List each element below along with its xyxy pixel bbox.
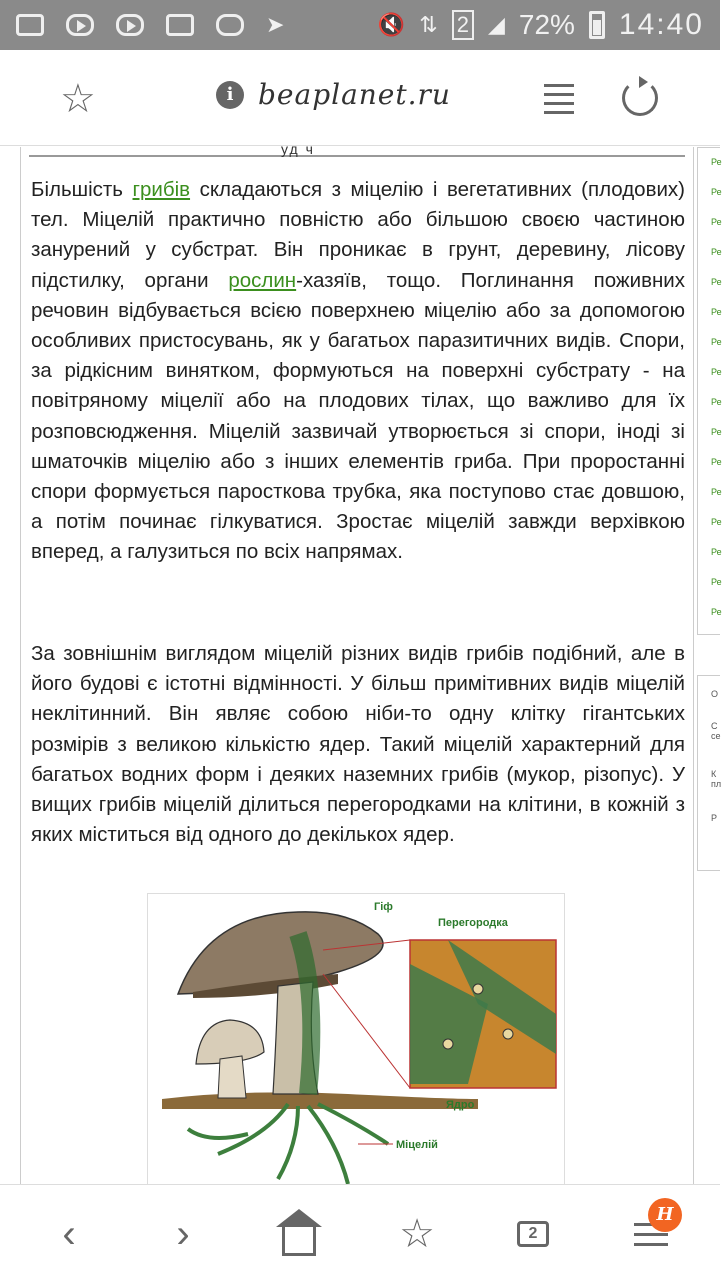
battery-icon <box>589 11 605 39</box>
sidebar-link[interactable]: Ре <box>711 187 722 197</box>
heading-fragment: уд ч <box>281 141 315 157</box>
bottom-navigation <box>0 1184 720 1280</box>
bookmark-star-icon[interactable]: ☆ <box>60 77 96 121</box>
tabs-button[interactable] <box>506 1207 560 1261</box>
wifi-icon <box>216 14 244 36</box>
tabs-icon: 2 <box>517 1221 549 1247</box>
sidebar-text[interactable]: С се <box>711 721 721 741</box>
sidebar-link[interactable]: Ре <box>711 487 722 497</box>
sim-indicator: 2 <box>452 10 474 40</box>
info-icon[interactable]: i <box>216 81 244 109</box>
link-fungi[interactable]: грибів <box>132 178 191 201</box>
telegram-icon: ➤ <box>266 12 285 37</box>
right-sidebar <box>697 147 720 1184</box>
mail-icon <box>16 14 44 36</box>
sidebar-text[interactable]: Р <box>711 813 718 823</box>
back-arrow-icon[interactable]: ‹ <box>62 1211 76 1256</box>
url-box[interactable] <box>216 78 451 111</box>
sidebar-link[interactable]: Ре <box>711 247 722 257</box>
sidebar-link[interactable]: Ре <box>711 607 722 617</box>
signal-icon: ◢ <box>487 12 505 37</box>
clock: 14:40 <box>618 8 704 41</box>
home-button[interactable] <box>272 1207 326 1261</box>
gallery-icon <box>166 14 194 36</box>
web-content[interactable] <box>0 141 722 1184</box>
notification-icons <box>16 12 284 38</box>
data-arrows-icon: ⇅ <box>419 12 438 37</box>
reload-icon[interactable] <box>622 80 658 116</box>
reader-mode-icon[interactable] <box>544 84 574 114</box>
mycelium-illustration <box>147 893 565 1193</box>
paragraph-1: Більшість грибів складаються з міцелію і вегетативних (плодових) тел. Міцелій практично повністю або більшою своєю частиною занурений у субстрат. Він проникає в грунт, деревину, лісову підстилку, органи рослин-хазяїв, тощо. Поглинання поживних речовин відбувається всією поверхнею міцелію або за допомогою особливих пристосувань, як у багатьох паразитичних видів. Спори, за рідкісним винятком, формуються на поверхні субстрату - на повітряному міцелії або на плодових тілах, що важливо для їх розповсюдження. Міцелій зазвичай утворюється зі спори, іноді зі шматочків міцелію або з інших елементів гриба. При проростанні спори формується паросткова трубка, яка поступово стає довшою, а потім починає гілкуватися. Зростає міцелій завжди верхівкою вперед, а галузиться по всіх напрямах. <box>31 178 685 564</box>
bookmarks-star-icon: ☆ <box>399 1212 435 1256</box>
sidebar-link[interactable]: Ре <box>711 517 722 527</box>
sidebar-text[interactable]: О <box>711 689 719 699</box>
sidebar-link[interactable]: Ре <box>711 337 722 347</box>
sidebar-link[interactable]: Ре <box>711 397 722 407</box>
heading-divider <box>29 155 685 157</box>
battery-percent: 72% <box>518 9 575 40</box>
sidebar-link[interactable]: Ре <box>711 427 722 437</box>
sidebar-link[interactable]: Ре <box>711 307 722 317</box>
home-icon <box>282 1226 316 1256</box>
notification-badge[interactable]: H <box>648 1198 682 1232</box>
article <box>20 141 694 1184</box>
label-mycelium: Міцелій <box>396 1139 438 1151</box>
label-septum: Перегородка <box>438 917 508 929</box>
sidebar-link[interactable]: Ре <box>711 547 722 557</box>
sidebar-link[interactable]: Ре <box>711 457 722 467</box>
youtube-icon <box>66 14 94 36</box>
status-bar <box>0 0 720 50</box>
url-text[interactable]: beaplanet.ru <box>258 78 451 111</box>
sidebar-link[interactable]: Ре <box>711 157 722 167</box>
sidebar-link[interactable]: Ре <box>711 367 722 377</box>
youtube-icon <box>116 14 144 36</box>
sidebar-link[interactable]: Ре <box>711 217 722 227</box>
bookmarks-button[interactable] <box>390 1207 444 1261</box>
sidebar-link[interactable]: Ре <box>711 277 722 287</box>
label-hypha: Гіф <box>374 901 393 913</box>
link-plants[interactable]: рослин <box>228 268 297 292</box>
address-bar <box>0 50 720 146</box>
mute-icon: 🔇 <box>377 12 406 37</box>
sidebar-text[interactable]: К пл <box>711 769 722 789</box>
paragraph-2: За зовнішнім виглядом міцелій різних видів грибів подібний, але в його будові є істотні відмінності. У більш примітивних видів міцелій неклітинний. Він являє собою ніби-то одну клітку гігантських розмірів з великою кількістю ядер. Такий міцелій характерний для багатьох водних форм і деяких наземних грибів (мукор, різопус). У вищих грибів міцелій ділиться перегородками на клітини, в кожній з яких міститься від одного до декількох ядер. <box>31 642 685 847</box>
forward-arrow-icon[interactable]: › <box>176 1211 190 1256</box>
sidebar-link[interactable]: Ре <box>711 577 722 587</box>
mushroom-diagram <box>148 894 566 1194</box>
label-nucleus: Ядро <box>446 1099 475 1111</box>
